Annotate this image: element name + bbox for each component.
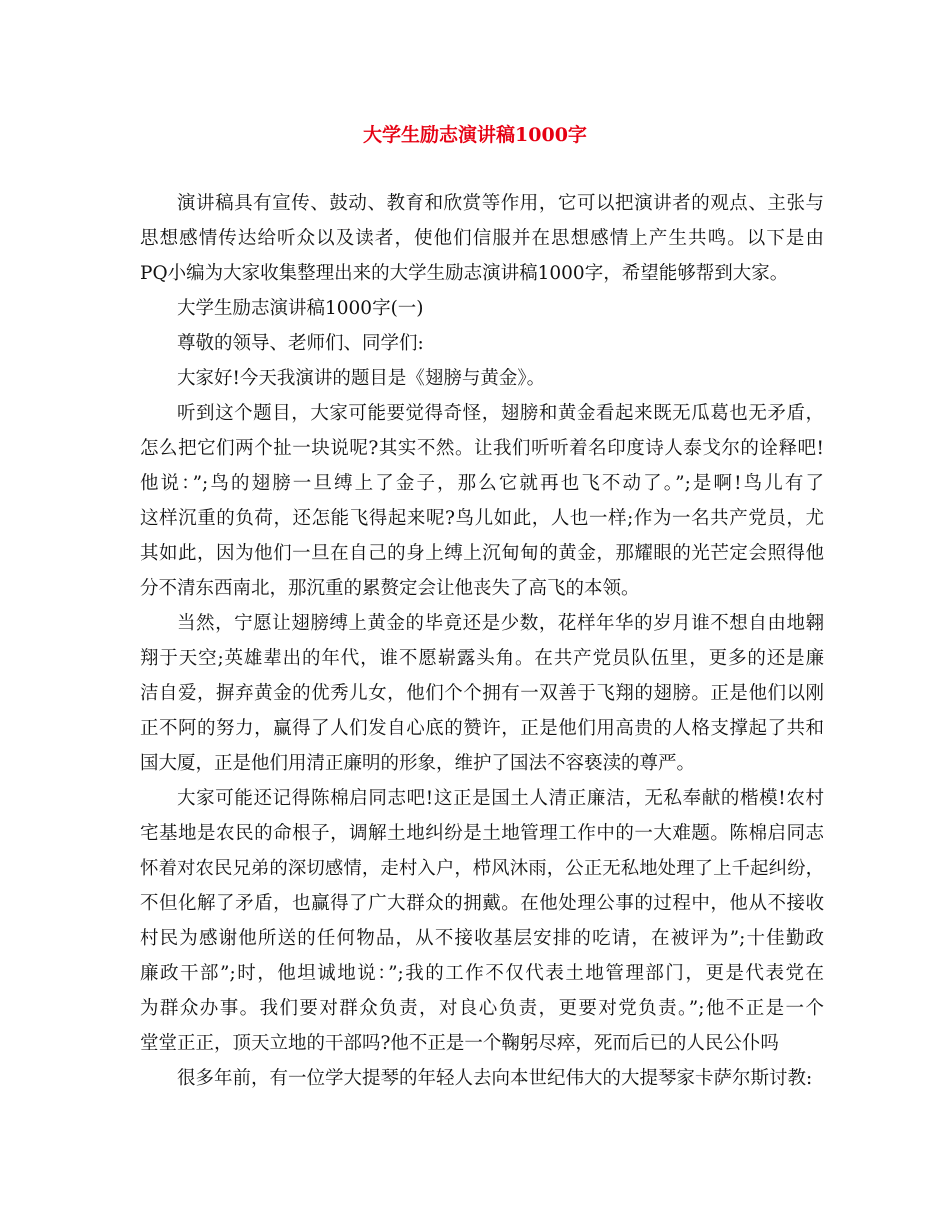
text-line: 演讲稿具有宣传、鼓动、教育和欣赏等作用，它可以把演讲者的观点、主张与 — [177, 193, 824, 214]
text-line: 大学生励志演讲稿1000字(一) — [177, 298, 424, 319]
text-line: 村民为感谢他所送的任何物品，从不接收基层安排的吃请，在被评为”;十佳勤政 — [140, 928, 824, 949]
text-line: 国大厦，正是他们用清正廉明的形象，维护了国法不容亵渎的尊严。 — [140, 753, 696, 774]
text-line: PQ小编为大家收集整理出来的大学生励志演讲稿1000字，希望能够帮到大家。 — [140, 263, 789, 284]
text-line: 当然，宁愿让翅膀缚上黄金的毕竟还是少数，花样年华的岁月谁不想自由地翱 — [177, 613, 824, 634]
paragraph-greeting — [140, 361, 824, 396]
text-line: 听到这个题目，大家可能要觉得奇怪，翅膀和黄金看起来既无瓜葛也无矛盾， — [177, 403, 824, 424]
text-line: 为群众办事。我们要对群众负责，对良心负责，更要对党负责。”;他不正是一个 — [140, 998, 824, 1019]
text-line: 洁自爱，摒弃黄金的优秀儿女，他们个个拥有一双善于飞翔的翅膀。正是他们以刚 — [140, 683, 824, 704]
text-line: 大家好!今天我演讲的题目是《翅膀与黄金》。 — [177, 368, 546, 389]
paragraph-salutation — [140, 326, 824, 361]
paragraph-intro — [140, 186, 824, 291]
text-line: 这样沉重的负荷，还怎能飞得起来呢?鸟儿如此，人也一样;作为一名共产党员，尤 — [140, 508, 824, 529]
text-line: 宅基地是农民的命根子，调解土地纠纷是土地管理工作中的一大难题。陈棉启同志 — [140, 823, 824, 844]
document-title: 大学生励志演讲稿1000字 — [363, 124, 587, 146]
text-line: 翔于天空;英雄辈出的年代，谁不愿崭露头角。在共产党员队伍里，更多的还是廉 — [140, 648, 824, 669]
text-line: 分不清东西南北，那沉重的累赘定会让他丧失了高飞的本领。 — [140, 578, 640, 599]
text-line: 很多年前，有一位学大提琴的年轻人去向本世纪伟大的大提琴家卡萨尔斯讨教: — [177, 1068, 813, 1089]
text-line: 正不阿的努力，赢得了人们发自心底的赞许，正是他们用高贵的人格支撑起了共和 — [140, 718, 824, 739]
text-line: 他说：”;鸟的翅膀一旦缚上了金子，那么它就再也飞不动了。”;是啊!鸟儿有了 — [140, 473, 824, 494]
text-line: 尊敬的领导、老师们、同学们: — [177, 333, 424, 354]
text-line: 堂堂正正，顶天立地的干部吗?他不正是一个鞠躬尽瘁，死而后已的人民公仆吗 — [140, 1033, 779, 1054]
text-line: 思想感情传达给听众以及读者，使他们信服并在思想感情上产生共鸣。以下是由 — [140, 228, 824, 249]
text-line: 怀着对农民兄弟的深切感情，走村入户，栉风沐雨，公正无私地处理了上千起纠纷， — [140, 858, 824, 879]
text-line: 廉政干部”;时，他坦诚地说：”;我的工作不仅代表土地管理部门，更是代表党在 — [140, 963, 824, 984]
paragraph-section-heading — [140, 291, 824, 326]
text-line: 大家可能还记得陈棉启同志吧!这正是国土人清正廉洁，无私奉献的楷模!农村 — [177, 788, 824, 809]
document-body — [140, 186, 824, 1096]
text-line: 其如此，因为他们一旦在自己的身上缚上沉甸甸的黄金，那耀眼的光芒定会照得他 — [140, 543, 824, 564]
paragraph-body — [140, 396, 824, 606]
text-line: 怎么把它们两个扯一块说呢?其实不然。让我们听听着名印度诗人泰戈尔的诠释吧! — [140, 438, 824, 459]
paragraph-body — [140, 1061, 824, 1096]
paragraph-body — [140, 606, 824, 781]
text-line: 不但化解了矛盾，也赢得了广大群众的拥戴。在他处理公事的过程中，他从不接收 — [140, 893, 824, 914]
paragraph-body — [140, 781, 824, 1061]
